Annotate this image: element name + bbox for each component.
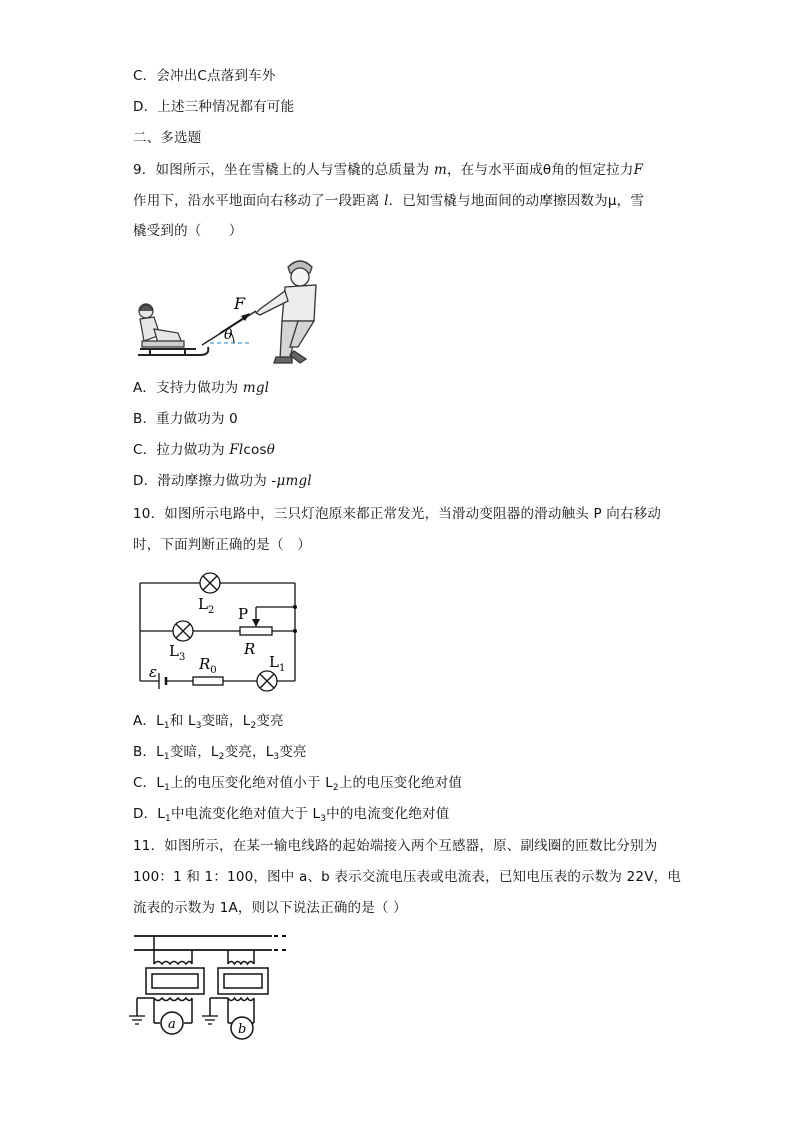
child-figure [139,304,184,347]
q9-text: 9．如图所示，坐在雪橇上的人与雪橇的总质量为 [133,162,434,178]
label-L2: $L_2$ [198,595,215,616]
q9-text: 作用下，沿水平地面向右移动了一段距离 [133,193,385,209]
q10-sub: 1 [163,721,170,731]
q10-sub: 2 [332,783,339,793]
label-emf: ε [149,663,158,681]
q10-sub: 2 [218,752,225,762]
transformer-1-primary-coil [154,962,192,965]
resistor-R0 [193,677,223,685]
q10-stem-line-1: 10．如图所示电路中，三只灯泡原来都正常发光，当滑动变阻器的滑动触头 P 向右移动 [133,506,662,522]
transformer-1-core [146,968,204,994]
q10-option-c [133,773,462,798]
q9-var-F: F [633,162,644,178]
q10-text: A．L [133,713,164,729]
q9-text: ．已知雪橇与地面间的动摩擦因数为μ，雪 [388,193,645,209]
meter-b-label: b [238,1022,247,1037]
label-R0: $R_0$ [199,655,217,676]
q10-circuit-figure [135,565,310,695]
q8-option-c: C．会冲出C点落到车外 [133,68,276,84]
q10-text: 中电流变化绝对值大于 L [170,806,321,822]
label-L1: $L_1$ [269,653,286,674]
force-label: F [234,294,246,313]
sled [138,347,208,355]
transformer-2-primary-coil [228,962,254,965]
q10-text: 上的电压变化绝对值小于 L [170,775,333,791]
transformer-2-secondary-coil [228,998,254,1001]
q10-text: 变亮，L [224,744,274,760]
q9-stem-line-3: 橇受到的（ ） [133,223,243,239]
q10-sub: 3 [195,721,202,731]
q8-option-d: D．上述三种情况都有可能 [133,99,295,115]
q10-sub: 2 [250,721,257,731]
q9-option-c-text: C．拉力做功为 [133,442,230,458]
q10-sub: 1 [165,814,171,824]
q10-text: 变亮 [256,713,284,729]
q10-text: 变暗，L [169,744,219,760]
lamp-L3 [173,621,193,641]
q10-option-b [133,742,307,767]
label-P: P [238,605,249,623]
q9-option-c-theta: θ [266,442,276,458]
lamp-L1 [257,671,277,691]
transformer-2-core [218,968,268,994]
q9-option-d [133,471,312,491]
label-L3: $L_3$ [169,642,186,663]
meter-a-label: a [168,1017,176,1032]
q10-option-a [133,711,284,736]
q10-text: C．L [133,775,165,791]
q9-option-c-cos: cos [243,442,267,458]
q9-stem-line-1 [133,160,643,180]
q10-text: 中的电流变化绝对值 [326,806,450,822]
q10-text: 和 L [169,713,196,729]
label-R: R [244,640,256,658]
q10-option-d [133,804,449,829]
slider-arrowhead [252,619,260,627]
q9-option-c [133,440,275,460]
q9-option-b: B．重力做功为 0 [133,411,238,427]
q10-text: 变亮 [279,744,307,760]
q9-var-l: l [384,193,389,209]
ground-icon [129,1016,145,1024]
q9-var-m: m [433,162,447,178]
q10-sub: 1 [164,783,170,793]
junction-dot [293,605,297,609]
q10-text: 上的电压变化绝对值 [338,775,463,791]
q10-text: B．L [133,744,164,760]
q10-text: 变暗，L [201,713,251,729]
q11-transformer-figure [132,928,297,1043]
q9-option-a-text: A．支持力做功为 [133,380,243,396]
q9-option-a [133,378,269,398]
q9-option-d-text: D．滑动摩擦力做功为 - [133,473,277,489]
q9-text: ，在与水平面成θ角的恒定拉力 [447,162,634,178]
angle-label: θ [224,327,233,343]
lamp-L2 [200,573,220,593]
section-title: 二、多选题 [133,130,202,146]
q11-stem-line-2: 100：1 和 1：100，图中 a、b 表示交流电压表或电流表，已知电压表的示数为 22V，电 [133,869,682,885]
q9-option-d-expr: μmgl [276,473,312,489]
q10-sub: 3 [273,752,280,762]
junction-dot [293,629,297,633]
q10-sub: 1 [163,752,170,762]
q10-text: D．L [133,806,166,822]
rheostat-R [240,627,272,635]
q9-option-a-expr: mgl [242,380,270,396]
q10-stem-line-2: 时，下面判断正确的是（ ） [133,537,312,553]
q9-option-c-expr: Fl [229,442,244,458]
q9-sled-figure [130,255,330,370]
q11-stem-line-1: 11．如图所示，在某一输电线路的起始端接入两个互感器，原、副线圈的匝数比分别为 [133,838,658,854]
transformer-1-secondary-coil [154,998,192,1001]
q10-sub: 3 [320,814,327,824]
q9-stem-line-2 [133,191,644,211]
q11-stem-line-3: 流表的示数为 1A，则以下说法正确的是（ ） [133,900,407,916]
ground-icon [202,1016,218,1024]
adult-figure [256,261,316,363]
